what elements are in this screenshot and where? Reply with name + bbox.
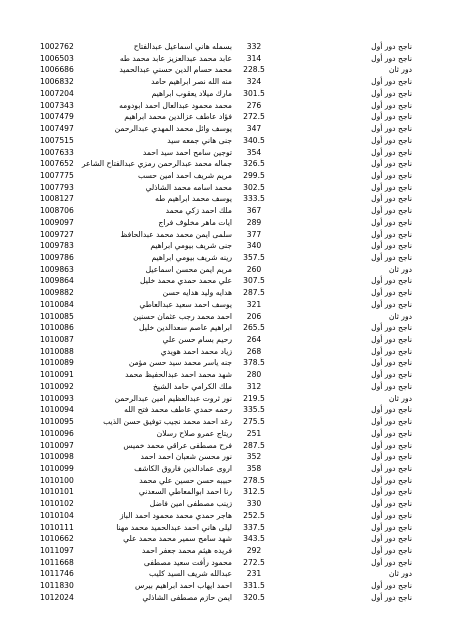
score: 301.5: [243, 88, 265, 98]
score: 357.5: [243, 253, 265, 262]
student-name: سلمى ايمن محمد محمد عبدالحافظ: [120, 229, 232, 239]
score: 335.5: [243, 405, 265, 415]
table-row: [0, 428, 452, 439]
table-row: [0, 592, 452, 603]
student-id: 1009882: [40, 288, 74, 298]
score: 280: [246, 370, 262, 380]
student-id: 1007775: [40, 170, 74, 180]
student-name: اروى عمادالدين فاروق الكاشف: [134, 463, 232, 473]
student-id: 1010091: [40, 370, 74, 380]
table-row: [0, 463, 452, 474]
result-status: ناجح دور أول: [371, 112, 412, 122]
result-status: ناجح دور أول: [371, 135, 412, 145]
table-row: [0, 147, 452, 158]
result-status: ناجح دور أول: [371, 581, 412, 591]
student-id: 1009864: [40, 276, 74, 286]
student-id: 1009097: [40, 217, 74, 227]
student-id: 1010102: [40, 499, 74, 509]
table-row: [0, 334, 452, 345]
student-id: 1009863: [40, 264, 74, 274]
result-status: ناجح دور أول: [371, 253, 412, 262]
score: 287.5: [243, 288, 265, 298]
result-status: ناجح دور أول: [371, 510, 412, 520]
table-row: [0, 486, 452, 497]
score: 302.5: [243, 182, 265, 192]
result-status: دور ثان: [388, 264, 412, 274]
student-name: فؤاد عاطف عزالدين محمد ابراهيم: [124, 112, 232, 122]
student-name: ريتاج عمرو صلاح رسلان: [156, 428, 232, 438]
score: 352: [246, 452, 262, 462]
score: 340: [246, 241, 262, 251]
score: 264: [246, 335, 262, 344]
result-status: دور ثان: [388, 569, 412, 579]
result-status: ناجح دور أول: [371, 370, 412, 380]
student-name: ملك احمد زكي محمد: [165, 206, 232, 216]
student-id: 1010086: [40, 323, 74, 333]
student-id: 1011097: [40, 546, 74, 555]
student-name: محمود رأفت سعيد مصطفى: [143, 557, 232, 567]
result-status: ناجح دور أول: [371, 100, 412, 110]
student-id: 1007793: [40, 182, 74, 192]
table-row: [0, 158, 452, 169]
result-status: ناجح دور أول: [371, 182, 412, 192]
table-row: [0, 229, 452, 240]
result-status: ناجح دور أول: [371, 276, 412, 286]
table-row: [0, 41, 452, 52]
student-id: 1010098: [40, 452, 74, 462]
student-name: عابد محمد عبدالعزيز عابد محمد طه: [119, 53, 232, 63]
student-id: 1007652: [40, 159, 74, 169]
score: 324: [246, 77, 262, 87]
student-name: احمد ايهاب احمد ابراهيم بيرس: [135, 581, 232, 591]
score: 312.5: [243, 487, 265, 497]
student-id: 1009786: [40, 253, 74, 262]
result-status: دور ثان: [388, 311, 412, 321]
student-id: 1012024: [40, 592, 74, 602]
student-name: زينب مصطفى امين فاضل: [149, 499, 232, 509]
student-id: 1006503: [40, 53, 74, 63]
table-row: [0, 76, 452, 87]
score: 337.5: [243, 522, 265, 532]
student-name: رغد احمد محمد نجيب توفيق حسن الذيب: [103, 417, 232, 426]
student-name: محمد حسام الدين حسني عبدالحميد: [119, 65, 232, 75]
student-id: 1010088: [40, 346, 74, 356]
student-name: شهد سامح سمير محمد محمد علي: [123, 534, 232, 544]
score: 272.5: [243, 557, 265, 567]
student-name: ايات ماهر مخلوف فراج: [158, 217, 232, 227]
student-name: ابراهيم عاصم سعدالدين خليل: [138, 323, 232, 333]
table-row: [0, 369, 452, 380]
result-status: ناجح دور أول: [371, 417, 412, 426]
student-name: جنه ياسر محمد سيد حسن مؤمن: [128, 358, 232, 368]
student-name: مارك ميلاد يعقوب ابراهيم: [151, 88, 232, 98]
table-row: [0, 182, 452, 193]
table-row: [0, 475, 452, 486]
table-row: [0, 533, 452, 544]
score: 312: [246, 381, 262, 391]
score: 347: [246, 124, 262, 133]
table-row: [0, 53, 452, 64]
table-row: [0, 568, 452, 579]
result-status: ناجح دور أول: [371, 229, 412, 239]
student-id: 1007515: [40, 135, 74, 145]
score: 314: [246, 53, 262, 63]
score: 292: [246, 546, 262, 555]
table-row: [0, 64, 452, 75]
score: 231: [246, 569, 262, 579]
student-name: هاجر حمدي محمد محمود احمد الباز: [119, 510, 232, 520]
score: 251: [246, 428, 262, 438]
student-id: 1006832: [40, 77, 74, 87]
score: 278.5: [243, 475, 265, 485]
result-status: ناجح دور أول: [371, 159, 412, 169]
table-row: [0, 264, 452, 275]
table-row: [0, 381, 452, 392]
student-id: 1007343: [40, 100, 74, 110]
student-name: بسمله هاني اسماعيل عبدالفتاح: [133, 42, 232, 51]
table-row: [0, 357, 452, 368]
student-name: نور ثروت عبدالعظيم امين عبدالرحمن: [114, 393, 232, 403]
student-id: 1010085: [40, 311, 74, 321]
student-id: 1007497: [40, 124, 74, 133]
result-status: ناجح دور أول: [371, 288, 412, 298]
result-status: ناجح دور أول: [371, 42, 412, 51]
student-name: محمد محمود عبدالعال احمد ابودومه: [119, 100, 232, 110]
student-name: فرح مصطفى عراقي محمد خميس: [123, 440, 232, 450]
score: 265.5: [243, 323, 265, 333]
score: 228.5: [243, 65, 265, 75]
result-status: ناجح دور أول: [371, 77, 412, 87]
student-id: 1010089: [40, 358, 74, 368]
table-row: [0, 170, 452, 181]
student-id: 1010097: [40, 440, 74, 450]
result-status: ناجح دور أول: [371, 194, 412, 204]
student-id: 1009783: [40, 241, 74, 251]
student-id: 1008706: [40, 206, 74, 216]
score: 307.5: [243, 276, 265, 286]
table-row: [0, 557, 452, 568]
student-name: جنى شريف بيومي ابراهيم: [150, 241, 232, 251]
table-row: [0, 522, 452, 533]
score: 340.5: [243, 135, 265, 145]
student-id: 1010111: [40, 522, 74, 532]
student-name: محمد اسامه محمد الشاذلي: [145, 182, 232, 192]
score: 326.5: [243, 159, 265, 169]
table-row: [0, 240, 452, 251]
student-id: 1010095: [40, 417, 74, 426]
score: 354: [246, 147, 262, 157]
student-id: 1010094: [40, 405, 74, 415]
score: 333.5: [243, 194, 265, 204]
table-row: [0, 275, 452, 286]
student-name: هدايه وليد هدايه حسن: [162, 288, 232, 298]
student-id: 1011830: [40, 581, 74, 591]
result-status: ناجح دور أول: [371, 592, 412, 602]
score: 332: [246, 42, 262, 51]
student-id: 1011668: [40, 557, 74, 567]
table-row: [0, 135, 452, 146]
student-id: 1010096: [40, 428, 74, 438]
student-id: 1010101: [40, 487, 74, 497]
student-id: 1006686: [40, 65, 74, 75]
score: 321: [246, 299, 262, 309]
student-name: جنى هاني جمعه سيد: [167, 135, 232, 145]
student-name: فريده هيثم محمد جعفر احمد: [141, 546, 232, 555]
student-id: 1010087: [40, 335, 74, 344]
result-status: ناجح دور أول: [371, 440, 412, 450]
student-name: حبيبه حسن حسين علي محمد: [139, 475, 232, 485]
score: 299.5: [243, 170, 265, 180]
student-name: يوسف احمد سعيد عبدالعاطي: [139, 299, 232, 309]
table-row: [0, 100, 452, 111]
student-id: 1007479: [40, 112, 74, 122]
result-status: ناجح دور أول: [371, 241, 412, 251]
table-row: [0, 322, 452, 333]
student-id: 1002762: [40, 42, 74, 51]
table-row: [0, 123, 452, 134]
table-row: [0, 510, 452, 521]
score: 358: [246, 463, 262, 473]
table-row: [0, 252, 452, 263]
result-status: ناجح دور أول: [371, 358, 412, 368]
result-status: ناجح دور أول: [371, 124, 412, 133]
result-status: ناجح دور أول: [371, 428, 412, 438]
student-id: 1008127: [40, 194, 74, 204]
student-id: 1007204: [40, 88, 74, 98]
score: 331.5: [243, 581, 265, 591]
table-row: [0, 440, 452, 451]
table-row: [0, 217, 452, 228]
score: 268: [246, 346, 262, 356]
result-status: ناجح دور أول: [371, 170, 412, 180]
student-name: ايمن حازم مصطفى الشاذلي: [142, 592, 232, 602]
student-name: رحمه حمدي عاطف محمد فتح الله: [124, 405, 232, 415]
student-name: مريم شريف احمد امين حسب: [138, 170, 232, 180]
table-row: [0, 111, 452, 122]
result-status: ناجح دور أول: [371, 88, 412, 98]
result-status: ناجح دور أول: [371, 522, 412, 532]
table-row: [0, 311, 452, 322]
result-status: دور ثان: [388, 393, 412, 403]
result-status: ناجح دور أول: [371, 405, 412, 415]
student-name: رنا احمد ابوالمعاطي السعدني: [138, 487, 232, 497]
student-name: توجين سامح احمد سيد احمد: [142, 147, 232, 157]
table-row: [0, 498, 452, 509]
student-name: يوسف وائل محمد المهدي عبدالرحمن: [114, 124, 232, 133]
result-status: ناجح دور أول: [371, 487, 412, 497]
table-row: [0, 545, 452, 556]
table-row: [0, 205, 452, 216]
result-status: ناجح دور أول: [371, 323, 412, 333]
student-name: يوسف محمد ابراهيم طه: [155, 194, 232, 204]
score: 289: [246, 217, 262, 227]
result-status: ناجح دور أول: [371, 53, 412, 63]
result-status: دور ثان: [388, 65, 412, 75]
score: 320.5: [243, 592, 265, 602]
student-name: رحيم بسام حسن علي: [162, 335, 232, 344]
table-row: [0, 393, 452, 404]
score: 219.5: [243, 393, 265, 403]
result-status: ناجح دور أول: [371, 217, 412, 227]
result-status: ناجح دور أول: [371, 335, 412, 344]
student-name: علي محمد حمدي محمد خليل: [140, 276, 232, 286]
table-row: [0, 193, 452, 204]
student-name: ليلى هاني احمد عبدالحميد محمد مهنا: [116, 522, 232, 532]
student-name: زياد محمد احمد هويدي: [160, 346, 232, 356]
student-name: شهد محمد احمد عبدالحفيظ محمد: [125, 370, 232, 380]
table-row: [0, 346, 452, 357]
score: 206: [246, 311, 262, 321]
table-row: [0, 404, 452, 415]
student-name: رينه شريف بيومي ابراهيم: [151, 253, 232, 262]
score: 275.5: [243, 417, 265, 426]
student-name: جماله محمد عبدالرحمن رمزي عبدالفتاح الشاعر: [81, 159, 232, 169]
student-id: 1010104: [40, 510, 74, 520]
result-status: ناجح دور أول: [371, 452, 412, 462]
table-row: [0, 580, 452, 591]
score: 287.5: [243, 440, 265, 450]
student-id: 1010084: [40, 299, 74, 309]
result-status: ناجح دور أول: [371, 147, 412, 157]
table-row: [0, 451, 452, 462]
score: 367: [246, 206, 262, 216]
result-status: ناجح دور أول: [371, 299, 412, 309]
table-row: [0, 416, 452, 427]
result-status: ناجح دور أول: [371, 557, 412, 567]
result-status: ناجح دور أول: [371, 206, 412, 216]
score: 377: [246, 229, 262, 239]
score: 343.5: [243, 534, 265, 544]
result-status: ناجح دور أول: [371, 463, 412, 473]
result-status: ناجح دور أول: [371, 499, 412, 509]
result-status: ناجح دور أول: [371, 475, 412, 485]
student-name: احمد محمد رجب عثمان حسنين: [133, 311, 232, 321]
result-status: ناجح دور أول: [371, 534, 412, 544]
student-name: نور محسن شعبان احمد احمد: [140, 452, 232, 462]
student-id: 1010100: [40, 475, 74, 485]
student-id: 1009727: [40, 229, 74, 239]
student-id: 1007633: [40, 147, 74, 157]
table-row: [0, 299, 452, 310]
result-status: ناجح دور أول: [371, 546, 412, 555]
student-id: 1010093: [40, 393, 74, 403]
student-id: 1011746: [40, 569, 74, 579]
score: 252.5: [243, 510, 265, 520]
score: 260: [246, 264, 262, 274]
student-name: ملك الكرامي حامد الشيخ: [153, 381, 232, 391]
student-id: 1010092: [40, 381, 74, 391]
table-row: [0, 287, 452, 298]
student-name: منه الله نصر ابراهيم حامد: [151, 77, 232, 87]
score: 378.5: [243, 358, 265, 368]
score: 276: [246, 100, 262, 110]
score: 330: [246, 499, 262, 509]
student-id: 1010099: [40, 463, 74, 473]
student-name: عبدالله شريف السيد كليب: [149, 569, 232, 579]
score: 272.5: [243, 112, 265, 122]
student-name: مريم ايمن محسن اسماعيل: [145, 264, 232, 274]
student-id: 1010662: [40, 534, 74, 544]
result-status: ناجح دور أول: [371, 381, 412, 391]
table-row: [0, 88, 452, 99]
result-status: ناجح دور أول: [371, 346, 412, 356]
